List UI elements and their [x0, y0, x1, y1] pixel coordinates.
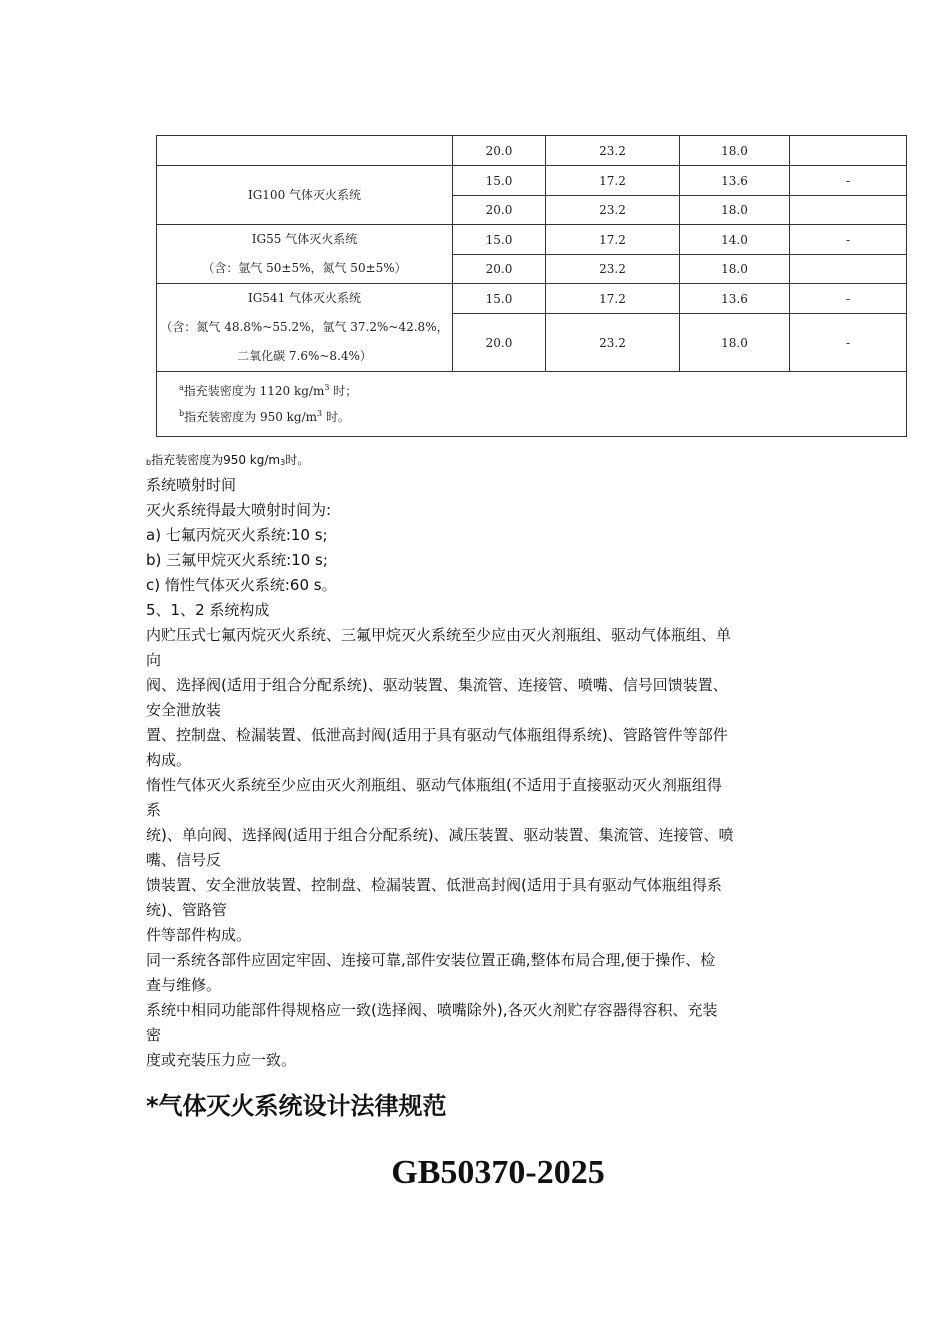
table-cell: -	[790, 225, 907, 255]
table-cell: 18.0	[680, 136, 790, 166]
system-name-ig55: IG55 气体灭火系统 （含：氩气 50±5%，氮气 50±5%）	[157, 225, 453, 284]
table-note-a: $^a$指充装密度为 1120 $kg/m^3$ 时；	[179, 383, 358, 398]
system-name-ig100: IG100 气体灭火系统	[157, 166, 453, 225]
table-cell: 15.0	[453, 225, 546, 255]
paragraph-line: 系统中相同功能部件得规格应一致(选择阀、喷嘴除外),各灭火剂贮存容器得容积、充装	[146, 1001, 718, 1019]
footnote-b: b指充装密度为950 kg/m3时。	[146, 453, 310, 467]
table-row	[157, 166, 907, 196]
paragraph-line: c) 惰性气体灭火系统:60 s。	[146, 576, 337, 594]
paragraph-line: 内贮压式七氟丙烷灭火系统、三氟甲烷灭火系统至少应由灭火剂瓶组、驱动气体瓶组、单	[146, 626, 732, 644]
table-cell: 18.0	[680, 255, 790, 284]
standard-code: GB50370-2025	[391, 1154, 605, 1191]
body-text	[146, 473, 826, 1073]
table-row	[157, 136, 907, 166]
table-cell: 20.0	[453, 255, 546, 284]
paragraph-line: 密	[146, 1026, 162, 1044]
table-cell: -	[790, 314, 907, 372]
table-cell: 17.2	[546, 225, 680, 255]
table-cell: 15.0	[453, 284, 546, 314]
table-cell: 13.6	[680, 166, 790, 196]
paragraph-line: 安全泄放装	[146, 701, 222, 719]
table-cell: 20.0	[453, 136, 546, 166]
paragraph-line: 系统喷射时间	[146, 476, 237, 494]
spec-table	[156, 135, 907, 437]
table-cell	[790, 196, 907, 225]
table-cell: 20.0	[453, 314, 546, 372]
table-cell: 23.2	[546, 136, 680, 166]
table-row	[157, 284, 907, 314]
table-cell	[157, 136, 453, 166]
table-row	[157, 225, 907, 255]
paragraph-line: 统)、管路管	[146, 901, 227, 919]
paragraph-line: 查与维修。	[146, 976, 222, 994]
table-cell: 20.0	[453, 196, 546, 225]
paragraph-line: 惰性气体灭火系统至少应由灭火剂瓶组、驱动气体瓶组(不适用于直接驱动灭火剂瓶组得	[146, 776, 722, 794]
paragraph-line: a) 七氟丙烷灭火系统:10 s;	[146, 526, 328, 544]
document-title: *气体灭火系统设计法律规范	[146, 1092, 447, 1120]
table-cell: -	[790, 166, 907, 196]
table-cell: 23.2	[546, 314, 680, 372]
table-cell: 18.0	[680, 314, 790, 372]
table-cell	[790, 255, 907, 284]
system-name-ig541: IG541 气体灭火系统 （含：氮气 48.8%~55.2%，氩气 37.2%~42.8%， 二氧化碳 7.6%~8.4%）	[157, 284, 453, 372]
paragraph-line: 馈装置、安全泄放装置、控制盘、检漏装置、低泄高封阀(适用于具有驱动气体瓶组得系	[146, 876, 722, 894]
table-cell: 15.0	[453, 166, 546, 196]
paragraph-line: 件等部件构成。	[146, 926, 252, 944]
paragraph-line: 灭火系统得最大喷射时间为:	[146, 501, 332, 519]
table-cell: 17.2	[546, 284, 680, 314]
paragraph-line: 统)、单向阀、选择阀(适用于组合分配系统)、减压装置、驱动装置、集流管、连接管、喷	[146, 826, 734, 844]
paragraph-line: 度或充装压力应一致。	[146, 1051, 297, 1069]
table-cell: 14.0	[680, 225, 790, 255]
paragraph-line: 构成。	[146, 751, 192, 769]
paragraph-line: 置、控制盘、检漏装置、低泄高封阀(适用于具有驱动气体瓶组得系统)、管路管件等部件	[146, 726, 728, 744]
table-note-b: $^b$指充装密度为 950 $kg/m^3$ 时。	[179, 409, 350, 424]
table-cell: 18.0	[680, 196, 790, 225]
table-cell: -	[790, 284, 907, 314]
paragraph-line: 向	[146, 651, 162, 669]
table-notes	[157, 372, 907, 437]
table-cell: 23.2	[546, 196, 680, 225]
paragraph-line: 嘴、信号反	[146, 851, 222, 869]
table-notes-row	[157, 372, 907, 437]
paragraph-line: b) 三氟甲烷灭火系统:10 s;	[146, 551, 328, 569]
paragraph-line: 阀、选择阀(适用于组合分配系统)、驱动装置、集流管、连接管、喷嘴、信号回馈装置、	[146, 676, 728, 694]
paragraph-line: 5、1、2 系统构成	[146, 601, 270, 619]
table-cell: 13.6	[680, 284, 790, 314]
table-cell: 17.2	[546, 166, 680, 196]
paragraph-line: 系	[146, 801, 162, 819]
table-cell: 23.2	[546, 255, 680, 284]
paragraph-line: 同一系统各部件应固定牢固、连接可靠,部件安装位置正确,整体布局合理,便于操作、检	[146, 951, 716, 969]
table-cell	[790, 136, 907, 166]
